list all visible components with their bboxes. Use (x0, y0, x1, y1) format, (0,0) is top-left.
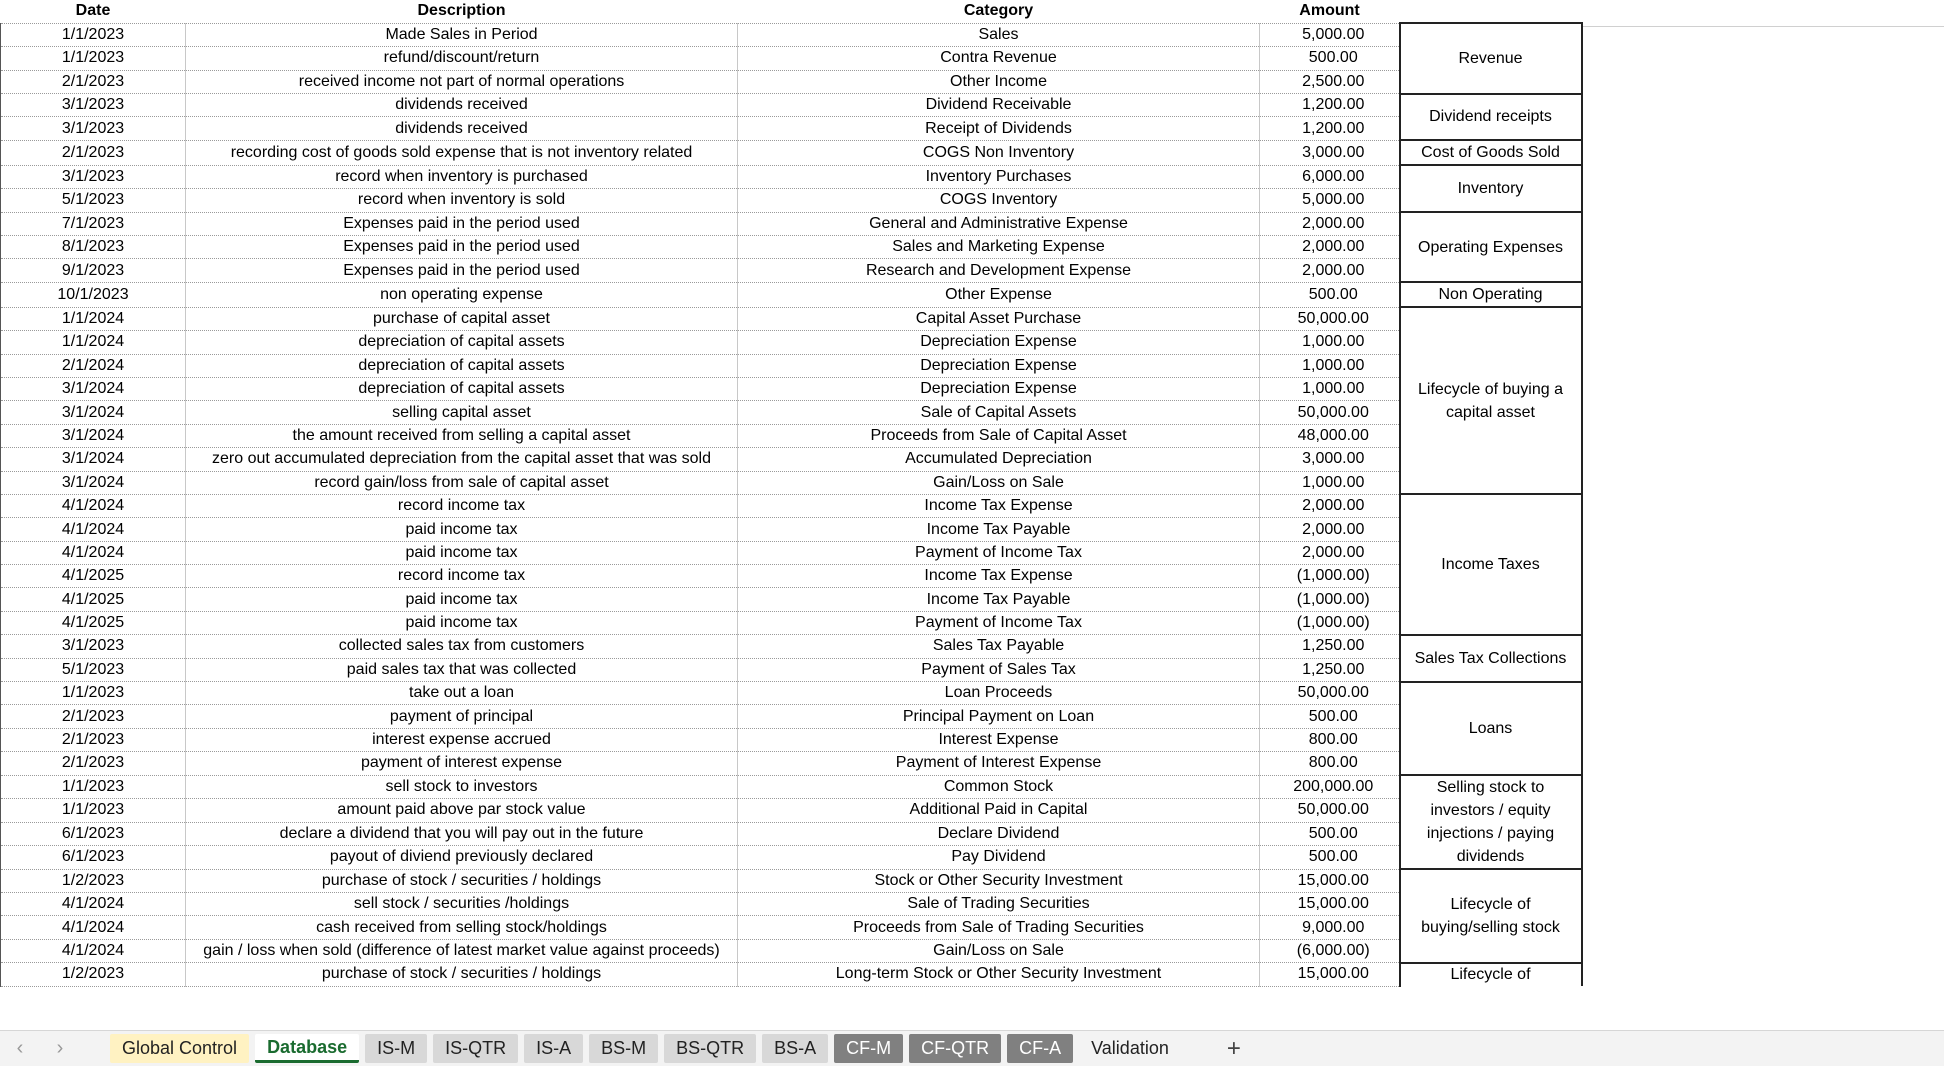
cell-description[interactable]: record income tax (186, 565, 738, 588)
cell-amount[interactable]: 500.00 (1260, 822, 1400, 846)
table-row (1, 728, 1582, 751)
table-row (1, 259, 1582, 282)
cell-description[interactable]: paid income tax (186, 541, 738, 564)
group-label[interactable]: Revenue (1400, 23, 1582, 93)
table-row (1, 799, 1582, 823)
table-row (1, 94, 1582, 117)
cell-category[interactable]: Payment of Interest Expense (738, 752, 1260, 775)
sheet-tab[interactable]: IS-A (524, 1034, 583, 1063)
cell-category[interactable]: Sale of Capital Assets (738, 401, 1260, 424)
header-date[interactable]: Date (1, 0, 186, 23)
cell-date[interactable]: 4/1/2024 (1, 518, 186, 541)
cell-description[interactable]: payment of principal (186, 705, 738, 728)
table-row (1, 658, 1582, 681)
cell-description[interactable]: sell stock / securities /holdings (186, 893, 738, 916)
table-row (1, 635, 1582, 658)
cell-description[interactable]: record gain/loss from sale of capital asset (186, 471, 738, 494)
table-row (1, 846, 1582, 870)
cell-amount[interactable]: (6,000.00) (1260, 939, 1400, 962)
group-label[interactable]: Loans (1400, 682, 1582, 776)
cell-date[interactable]: 4/1/2024 (1, 939, 186, 962)
cell-date[interactable]: 4/1/2025 (1, 565, 186, 588)
cell-date[interactable]: 4/1/2024 (1, 494, 186, 517)
cell-category[interactable]: Interest Expense (738, 728, 1260, 751)
table-row (1, 705, 1582, 728)
header-category[interactable]: Category (738, 0, 1260, 23)
cell-amount[interactable]: 15,000.00 (1260, 893, 1400, 916)
cell-amount[interactable]: 500.00 (1260, 846, 1400, 870)
cell-description[interactable]: depreciation of capital assets (186, 377, 738, 400)
table-row (1, 236, 1582, 259)
group-label[interactable]: Lifecycle of buying/selling stock (1400, 869, 1582, 963)
sheet-tab[interactable]: Global Control (110, 1034, 249, 1063)
cell-date[interactable]: 1/1/2023 (1, 23, 186, 46)
cell-amount[interactable]: 2,000.00 (1260, 541, 1400, 564)
group-label[interactable]: Lifecycle of buying a capital asset (1400, 307, 1582, 494)
cell-category[interactable]: Gain/Loss on Sale (738, 471, 1260, 494)
cell-amount[interactable]: 1,250.00 (1260, 635, 1400, 658)
cell-amount[interactable]: 500.00 (1260, 47, 1400, 70)
cell-amount[interactable]: 50,000.00 (1260, 682, 1400, 705)
cell-date[interactable]: 4/1/2025 (1, 588, 186, 611)
cell-category[interactable]: Loan Proceeds (738, 682, 1260, 705)
cell-description[interactable]: declare a dividend that you will pay out in the future (186, 822, 738, 846)
cell-amount[interactable]: 500.00 (1260, 282, 1400, 307)
sheet-tab[interactable]: Validation (1091, 1038, 1169, 1058)
cell-amount[interactable]: 3,000.00 (1260, 140, 1400, 165)
cell-description[interactable]: zero out accumulated depreciation from the capital asset that was sold (186, 448, 738, 471)
table-row (1, 165, 1582, 188)
table-row (1, 893, 1582, 916)
cell-amount[interactable]: 15,000.00 (1260, 869, 1400, 892)
cell-description[interactable]: gain / loss when sold (difference of latest market value against proceeds) (186, 939, 738, 962)
sheet-tab[interactable]: IS-M (365, 1034, 427, 1063)
header-amount[interactable]: Amount (1260, 0, 1400, 23)
cell-description[interactable]: selling capital asset (186, 401, 738, 424)
sheet-tabs (110, 1034, 1187, 1063)
cell-category[interactable]: Depreciation Expense (738, 331, 1260, 354)
sheet-tab[interactable]: CF-QTR (909, 1034, 1001, 1063)
cell-date[interactable]: 1/2/2023 (1, 869, 186, 892)
cell-amount[interactable]: 2,000.00 (1260, 494, 1400, 517)
cell-category[interactable]: Research and Development Expense (738, 259, 1260, 282)
cell-category[interactable]: Receipt of Dividends (738, 117, 1260, 140)
cell-description[interactable]: Expenses paid in the period used (186, 212, 738, 235)
table-row (1, 424, 1582, 447)
cell-date[interactable]: 1/1/2023 (1, 682, 186, 705)
cell-date[interactable]: 2/1/2023 (1, 752, 186, 775)
sheet-tab[interactable]: BS-M (589, 1034, 658, 1063)
cell-amount[interactable]: 2,000.00 (1260, 236, 1400, 259)
cell-description[interactable]: take out a loan (186, 682, 738, 705)
cell-date[interactable]: 5/1/2023 (1, 658, 186, 681)
table-row (1, 916, 1582, 939)
cell-description[interactable]: payout of diviend previously declared (186, 846, 738, 870)
cell-date[interactable]: 2/1/2023 (1, 140, 186, 165)
cell-category[interactable]: Capital Asset Purchase (738, 307, 1260, 330)
cell-description[interactable]: Expenses paid in the period used (186, 236, 738, 259)
cell-category[interactable]: COGS Inventory (738, 189, 1260, 212)
cell-category[interactable]: Long-term Stock or Other Security Investment (738, 963, 1260, 986)
cell-amount[interactable]: 3,000.00 (1260, 448, 1400, 471)
group-label[interactable]: Selling stock to investors / equity injections / paying dividends (1400, 775, 1582, 869)
cell-description[interactable]: non operating expense (186, 282, 738, 307)
cell-date[interactable]: 3/1/2024 (1, 401, 186, 424)
sheet-tab[interactable]: CF-A (1007, 1034, 1073, 1063)
header-row (1, 0, 1582, 23)
cell-description[interactable]: depreciation of capital assets (186, 331, 738, 354)
cell-description[interactable]: interest expense accrued (186, 728, 738, 751)
table-row (1, 494, 1582, 517)
table-row (1, 869, 1582, 892)
table-row (1, 822, 1582, 846)
cell-date[interactable]: 4/1/2024 (1, 541, 186, 564)
table-row (1, 282, 1582, 307)
table-row (1, 377, 1582, 400)
group-label[interactable]: Inventory (1400, 165, 1582, 212)
cell-category[interactable]: Other Expense (738, 282, 1260, 307)
cell-description[interactable]: paid income tax (186, 588, 738, 611)
cell-category[interactable]: Dividend Receivable (738, 94, 1260, 117)
cell-category[interactable]: Common Stock (738, 775, 1260, 799)
cell-amount[interactable]: 1,000.00 (1260, 377, 1400, 400)
cell-date[interactable]: 7/1/2023 (1, 212, 186, 235)
table-row (1, 70, 1582, 93)
cell-date[interactable]: 4/1/2024 (1, 893, 186, 916)
cell-date[interactable]: 3/1/2024 (1, 448, 186, 471)
cell-date[interactable]: 10/1/2023 (1, 282, 186, 307)
group-label[interactable]: Sales Tax Collections (1400, 635, 1582, 682)
cell-amount[interactable]: 15,000.00 (1260, 963, 1400, 986)
cell-description[interactable]: sell stock to investors (186, 775, 738, 799)
cell-description[interactable]: record when inventory is sold (186, 189, 738, 212)
cell-description[interactable]: dividends received (186, 94, 738, 117)
group-label[interactable]: Cost of Goods Sold (1400, 140, 1582, 165)
cell-description[interactable]: purchase of stock / securities / holdings (186, 963, 738, 986)
table-row (1, 588, 1582, 611)
cell-category[interactable]: Principal Payment on Loan (738, 705, 1260, 728)
table-row (1, 682, 1582, 705)
cell-amount[interactable]: 200,000.00 (1260, 775, 1400, 799)
cell-description[interactable]: refund/discount/return (186, 47, 738, 70)
cell-description[interactable]: dividends received (186, 117, 738, 140)
cell-category[interactable]: Depreciation Expense (738, 377, 1260, 400)
cell-date[interactable]: 1/1/2023 (1, 47, 186, 70)
cell-date[interactable]: 1/1/2023 (1, 775, 186, 799)
group-label[interactable]: Non Operating (1400, 282, 1582, 307)
table-row (1, 471, 1582, 494)
cell-description[interactable]: paid income tax (186, 518, 738, 541)
cell-amount[interactable]: (1,000.00) (1260, 565, 1400, 588)
table-row (1, 401, 1582, 424)
cell-date[interactable]: 3/1/2024 (1, 377, 186, 400)
cell-amount[interactable]: 800.00 (1260, 728, 1400, 751)
cell-date[interactable]: 9/1/2023 (1, 259, 186, 282)
cell-category[interactable]: Additional Paid in Capital (738, 799, 1260, 823)
cell-date[interactable]: 3/1/2023 (1, 117, 186, 140)
table-row (1, 189, 1582, 212)
cell-amount[interactable]: 2,000.00 (1260, 518, 1400, 541)
cell-amount[interactable]: 50,000.00 (1260, 307, 1400, 330)
cell-description[interactable]: collected sales tax from customers (186, 635, 738, 658)
cell-category[interactable]: Income Tax Payable (738, 518, 1260, 541)
cell-amount[interactable]: 1,200.00 (1260, 117, 1400, 140)
table-row (1, 307, 1582, 330)
chevron-left-icon[interactable]: ‹ (16, 1037, 24, 1059)
cell-date[interactable]: 4/1/2025 (1, 611, 186, 634)
cell-description[interactable]: received income not part of normal operations (186, 70, 738, 93)
cell-date[interactable]: 3/1/2024 (1, 424, 186, 447)
cell-amount[interactable]: 6,000.00 (1260, 165, 1400, 188)
header-group-blank[interactable] (1400, 0, 1582, 23)
cell-category[interactable]: Inventory Purchases (738, 165, 1260, 188)
cell-category[interactable]: Stock or Other Security Investment (738, 869, 1260, 892)
table-row (1, 541, 1582, 564)
table-row (1, 331, 1582, 354)
cell-amount[interactable]: 48,000.00 (1260, 424, 1400, 447)
cell-category[interactable]: Pay Dividend (738, 846, 1260, 870)
cell-amount[interactable]: 50,000.00 (1260, 799, 1400, 823)
table-row (1, 775, 1582, 799)
cell-amount[interactable]: (1,000.00) (1260, 611, 1400, 634)
cell-description[interactable]: record when inventory is purchased (186, 165, 738, 188)
group-label[interactable]: Operating Expenses (1400, 212, 1582, 282)
cell-amount[interactable]: 1,000.00 (1260, 354, 1400, 377)
sheet-tab[interactable]: BS-A (762, 1034, 828, 1063)
cell-amount[interactable]: 2,500.00 (1260, 70, 1400, 93)
cell-category[interactable]: Declare Dividend (738, 822, 1260, 846)
group-label[interactable]: Income Taxes (1400, 494, 1582, 634)
cell-description[interactable]: purchase of capital asset (186, 307, 738, 330)
cell-date[interactable]: 6/1/2023 (1, 822, 186, 846)
table-row (1, 23, 1582, 46)
cell-date[interactable]: 1/1/2023 (1, 799, 186, 823)
cell-date[interactable]: 2/1/2023 (1, 70, 186, 93)
cell-amount[interactable]: 1,000.00 (1260, 331, 1400, 354)
cell-amount[interactable]: 1,200.00 (1260, 94, 1400, 117)
cell-description[interactable]: amount paid above par stock value (186, 799, 738, 823)
group-label[interactable]: Dividend receipts (1400, 94, 1582, 141)
table-row (1, 611, 1582, 634)
cell-description[interactable]: purchase of stock / securities / holdings (186, 869, 738, 892)
cell-description[interactable]: Expenses paid in the period used (186, 259, 738, 282)
cell-category[interactable]: Proceeds from Sale of Trading Securities (738, 916, 1260, 939)
table-row (1, 752, 1582, 775)
cell-category[interactable]: Sales (738, 23, 1260, 46)
cell-category[interactable]: Payment of Income Tax (738, 611, 1260, 634)
cell-amount[interactable]: 1,250.00 (1260, 658, 1400, 681)
chevron-right-icon[interactable]: › (56, 1037, 64, 1059)
cell-amount[interactable]: 500.00 (1260, 705, 1400, 728)
cell-amount[interactable]: 1,000.00 (1260, 471, 1400, 494)
cell-category[interactable]: Income Tax Expense (738, 565, 1260, 588)
cell-description[interactable]: paid income tax (186, 611, 738, 634)
table-row (1, 448, 1582, 471)
table-row (1, 939, 1582, 962)
cell-date[interactable]: 2/1/2023 (1, 728, 186, 751)
table-row (1, 354, 1582, 377)
cell-category[interactable]: Sale of Trading Securities (738, 893, 1260, 916)
table-row (1, 47, 1582, 70)
cell-category[interactable]: Other Income (738, 70, 1260, 93)
cell-category[interactable]: Payment of Income Tax (738, 541, 1260, 564)
cell-date[interactable]: 3/1/2023 (1, 165, 186, 188)
cell-date[interactable]: 4/1/2024 (1, 916, 186, 939)
cell-amount[interactable]: 2,000.00 (1260, 212, 1400, 235)
table-row (1, 518, 1582, 541)
cell-description[interactable]: payment of interest expense (186, 752, 738, 775)
cell-amount[interactable]: 5,000.00 (1260, 23, 1400, 46)
header-divider (1581, 26, 1944, 27)
cell-category[interactable]: Sales Tax Payable (738, 635, 1260, 658)
cell-description[interactable]: the amount received from selling a capital asset (186, 424, 738, 447)
table-row (1, 963, 1582, 986)
cell-date[interactable]: 3/1/2023 (1, 94, 186, 117)
cell-date[interactable]: 5/1/2023 (1, 189, 186, 212)
cell-category[interactable]: Income Tax Payable (738, 588, 1260, 611)
cell-category[interactable]: Income Tax Expense (738, 494, 1260, 517)
cell-description[interactable]: Made Sales in Period (186, 23, 738, 46)
cell-amount[interactable]: 5,000.00 (1260, 189, 1400, 212)
cell-description[interactable]: recording cost of goods sold expense that is not inventory related (186, 140, 738, 165)
cell-description[interactable]: depreciation of capital assets (186, 354, 738, 377)
table-row (1, 117, 1582, 140)
cell-date[interactable]: 8/1/2023 (1, 236, 186, 259)
cell-category[interactable]: Contra Revenue (738, 47, 1260, 70)
plus-icon[interactable]: + (1226, 1034, 1241, 1062)
sheet-tab[interactable]: CF-M (834, 1034, 903, 1063)
cell-description[interactable]: paid sales tax that was collected (186, 658, 738, 681)
cell-date[interactable]: 3/1/2024 (1, 471, 186, 494)
sheet-tab[interactable]: Database (255, 1034, 359, 1063)
cell-category[interactable]: COGS Non Inventory (738, 140, 1260, 165)
cell-date[interactable]: 2/1/2024 (1, 354, 186, 377)
sheet-tab[interactable]: BS-QTR (664, 1034, 756, 1063)
cell-category[interactable]: Gain/Loss on Sale (738, 939, 1260, 962)
cell-category[interactable]: Accumulated Depreciation (738, 448, 1260, 471)
table-row (1, 212, 1582, 235)
cell-date[interactable]: 6/1/2023 (1, 846, 186, 870)
sheet-tab-bar (0, 1030, 1944, 1066)
cell-date[interactable]: 3/1/2023 (1, 635, 186, 658)
cell-category[interactable]: Proceeds from Sale of Capital Asset (738, 424, 1260, 447)
cell-date[interactable]: 1/1/2024 (1, 331, 186, 354)
cell-category[interactable]: Depreciation Expense (738, 354, 1260, 377)
cell-amount[interactable]: 2,000.00 (1260, 259, 1400, 282)
cell-amount[interactable]: 50,000.00 (1260, 401, 1400, 424)
cell-date[interactable]: 1/2/2023 (1, 963, 186, 986)
cell-amount[interactable]: 9,000.00 (1260, 916, 1400, 939)
table-row (1, 565, 1582, 588)
cell-description[interactable]: record income tax (186, 494, 738, 517)
cell-amount[interactable]: 800.00 (1260, 752, 1400, 775)
group-label[interactable]: Lifecycle of (1400, 963, 1582, 986)
cell-category[interactable]: Sales and Marketing Expense (738, 236, 1260, 259)
cell-description[interactable]: cash received from selling stock/holdings (186, 916, 738, 939)
table-row (1, 140, 1582, 165)
cell-date[interactable]: 2/1/2023 (1, 705, 186, 728)
cell-amount[interactable]: (1,000.00) (1260, 588, 1400, 611)
cell-date[interactable]: 1/1/2024 (1, 307, 186, 330)
cell-category[interactable]: General and Administrative Expense (738, 212, 1260, 235)
cell-category[interactable]: Payment of Sales Tax (738, 658, 1260, 681)
header-description[interactable]: Description (186, 0, 738, 23)
sheet-tab[interactable]: IS-QTR (433, 1034, 518, 1063)
